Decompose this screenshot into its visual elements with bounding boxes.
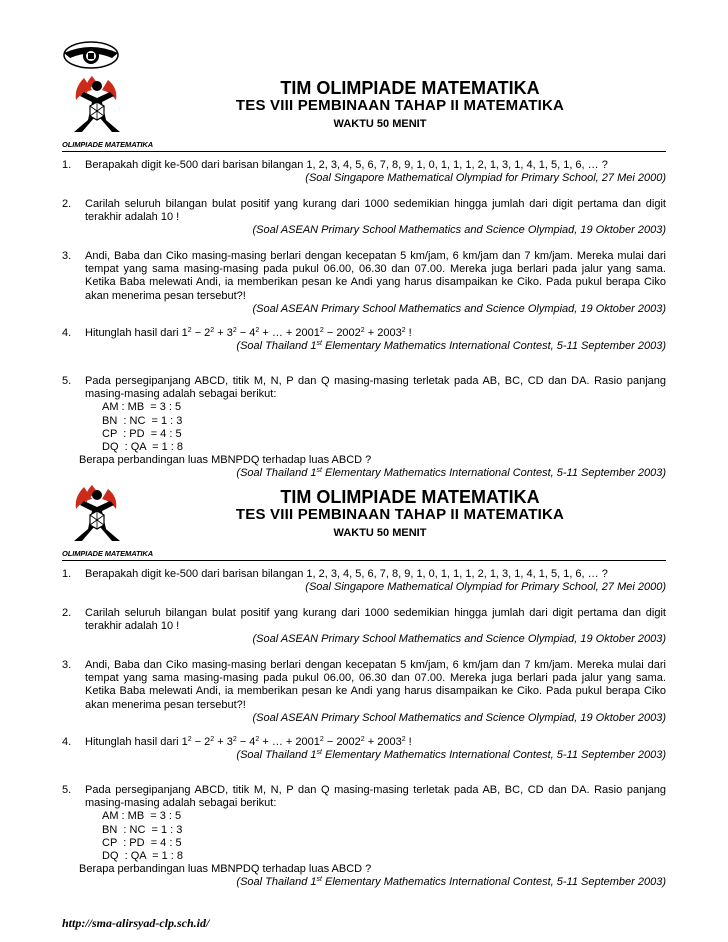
question-text: Andi, Baba dan Ciko masing-masing berlari dengan kecepatan 5 km/jam, 6 km/jam dan 7 km/jam. Mereka mulai dari tempat yang sama masing-masing pada pukul 06.00, 06.30 dan 07.00. Mereka juga berlari pada jalur yang sama. Ketika Baba melewati Andi, ia memberikan pesan ke Andi yang harus disampaikan ke Ciko. Pada pukul berapa Ciko akan menerima pesan tersebut?! [85,659,666,711]
question-source: (Soal Singapore Mathematical Olympiad for Primary School, 27 Mei 2000) [305,172,666,185]
question-number: 5. [62,784,72,796]
question-source: (Soal ASEAN Primary School Mathematics and Science Olympiad, 19 Oktober 2003) [252,633,666,646]
question-closing: Berapa perbandingan luas MBNPDQ terhadap luas ABCD ? [79,454,372,467]
question-1 [62,159,666,185]
header-rule [62,151,666,152]
sheet-duration: WAKTU 50 MENIT [333,527,427,539]
logo-label: OLIMPIADE MATEMATIKA [62,140,154,149]
question-text: Berapakah digit ke-500 dari barisan bilangan 1, 2, 3, 4, 5, 6, 7, 8, 9, 1, 0, 1, 1, 1, 2, 1, 3, 1, 4, 1, 5, 1, 6, … ? [85,568,608,580]
question-number: 4. [62,736,72,748]
olympiad-logo-icon [62,72,132,138]
question-text: Carilah seluruh bilangan bulat positif yang kurang dari 1000 sedemikian hingga jumlah dari digit pertama dan digit terakhir adalah 10 ! [85,607,666,633]
logo-label: OLIMPIADE MATEMATIKA [62,549,154,558]
question-number: 1. [62,159,72,171]
question-3 [62,250,666,316]
question-text: Hitunglah hasil dari $1^2 - 2^2 + 3^2 - 4^2$ + … + $2001^2 - 2002^2 + 2003^2$ ! [85,327,412,339]
question-source: (Soal Thailand 1st Elementary Mathematics International Contest, 5-11 September 2003) [236,876,666,889]
ratio-line: CP : PD = 4 : 5 [102,836,182,849]
sheet-title: TIM OLIMPIADE MATEMATIKA [280,487,540,507]
sheet-subtitle: TES VIII PEMBINAAN TAHAP II MATEMATIKA [235,97,565,114]
question-text: Carilah seluruh bilangan bulat positif yang kurang dari 1000 sedemikian hingga jumlah dari digit pertama dan digit terakhir adalah 10 ! [85,198,666,224]
question-text: Andi, Baba dan Ciko masing-masing berlari dengan kecepatan 5 km/jam, 6 km/jam dan 7 km/jam. Mereka mulai dari tempat yang sama masing-masing pada pukul 06.00, 06.30 dan 07.00. Mereka juga berlari pada jalur yang sama. Ketika Baba melewati Andi, ia memberikan pesan ke Andi yang harus disampaikan ke Ciko. Pada pukul berapa Ciko akan menerima pesan tersebut?! [85,250,666,302]
question-1 [62,568,666,594]
ratio-line: DQ : QA = 1 : 8 [102,850,184,863]
question-number: 2. [62,198,72,210]
question-number: 1. [62,568,72,580]
question-source: (Soal ASEAN Primary School Mathematics and Science Olympiad, 19 Oktober 2003) [252,302,666,315]
question-number: 4. [62,327,72,339]
sheet-duration: WAKTU 50 MENIT [333,118,427,130]
question-source: (Soal Thailand 1st Elementary Mathematics International Contest, 5-11 September 2003) [236,340,666,353]
sheet-title: TIM OLIMPIADE MATEMATIKA [280,78,540,98]
question-number: 3. [62,659,72,671]
question-text: Pada persegipanjang ABCD, titik M, N, P dan Q masing-masing terletak pada AB, BC, CD dan DA. Rasio panjang masing-masing adalah sebagai berikut: [85,375,666,401]
question-source: (Soal ASEAN Primary School Mathematics and Science Olympiad, 19 Oktober 2003) [252,224,666,237]
question-source: (Soal ASEAN Primary School Mathematics and Science Olympiad, 19 Oktober 2003) [252,711,666,724]
ratio-line: AM : MB = 3 : 5 [102,810,182,823]
question-text: Pada persegipanjang ABCD, titik M, N, P dan Q masing-masing terletak pada AB, BC, CD dan DA. Rasio panjang masing-masing adalah sebagai berikut: [85,784,666,810]
question-source: (Soal Singapore Mathematical Olympiad for Primary School, 27 Mei 2000) [305,581,666,594]
olympiad-logo-icon [62,481,132,547]
question-text: Hitunglah hasil dari $1^2 - 2^2 + 3^2 - 4^2$ + … + $2001^2 - 2002^2 + 2003^2$ ! [85,736,412,748]
question-source: (Soal Thailand 1st Elementary Mathematics International Contest, 5-11 September 2003) [236,749,666,762]
ratio-line: AM : MB = 3 : 5 [102,401,182,414]
question-number: 3. [62,250,72,262]
question-2 [62,607,666,647]
footer-url[interactable]: http://sma-alirsyad-clp.sch.id/ [62,916,210,930]
question-5 [62,784,666,890]
question-number: 2. [62,607,72,619]
question-4 [62,736,666,762]
question-source: (Soal Thailand 1st Elementary Mathematics International Contest, 5-11 September 2003) [236,467,666,480]
ratio-line: CP : PD = 4 : 5 [102,427,182,440]
school-emblem-icon [62,38,120,72]
question-2 [62,198,666,238]
question-4 [62,327,666,353]
question-3 [62,659,666,725]
question-5 [62,375,666,481]
ratio-line: BN : NC = 1 : 3 [102,823,183,836]
question-text: Berapakah digit ke-500 dari barisan bilangan 1, 2, 3, 4, 5, 6, 7, 8, 9, 1, 0, 1, 1, 1, 2, 1, 3, 1, 4, 1, 5, 1, 6, … ? [85,159,608,171]
question-number: 5. [62,375,72,387]
sheet-subtitle: TES VIII PEMBINAAN TAHAP II MATEMATIKA [235,506,565,523]
question-closing: Berapa perbandingan luas MBNPDQ terhadap luas ABCD ? [79,863,372,876]
ratio-line: DQ : QA = 1 : 8 [102,441,184,454]
header-rule [62,560,666,561]
ratio-line: BN : NC = 1 : 3 [102,414,183,427]
